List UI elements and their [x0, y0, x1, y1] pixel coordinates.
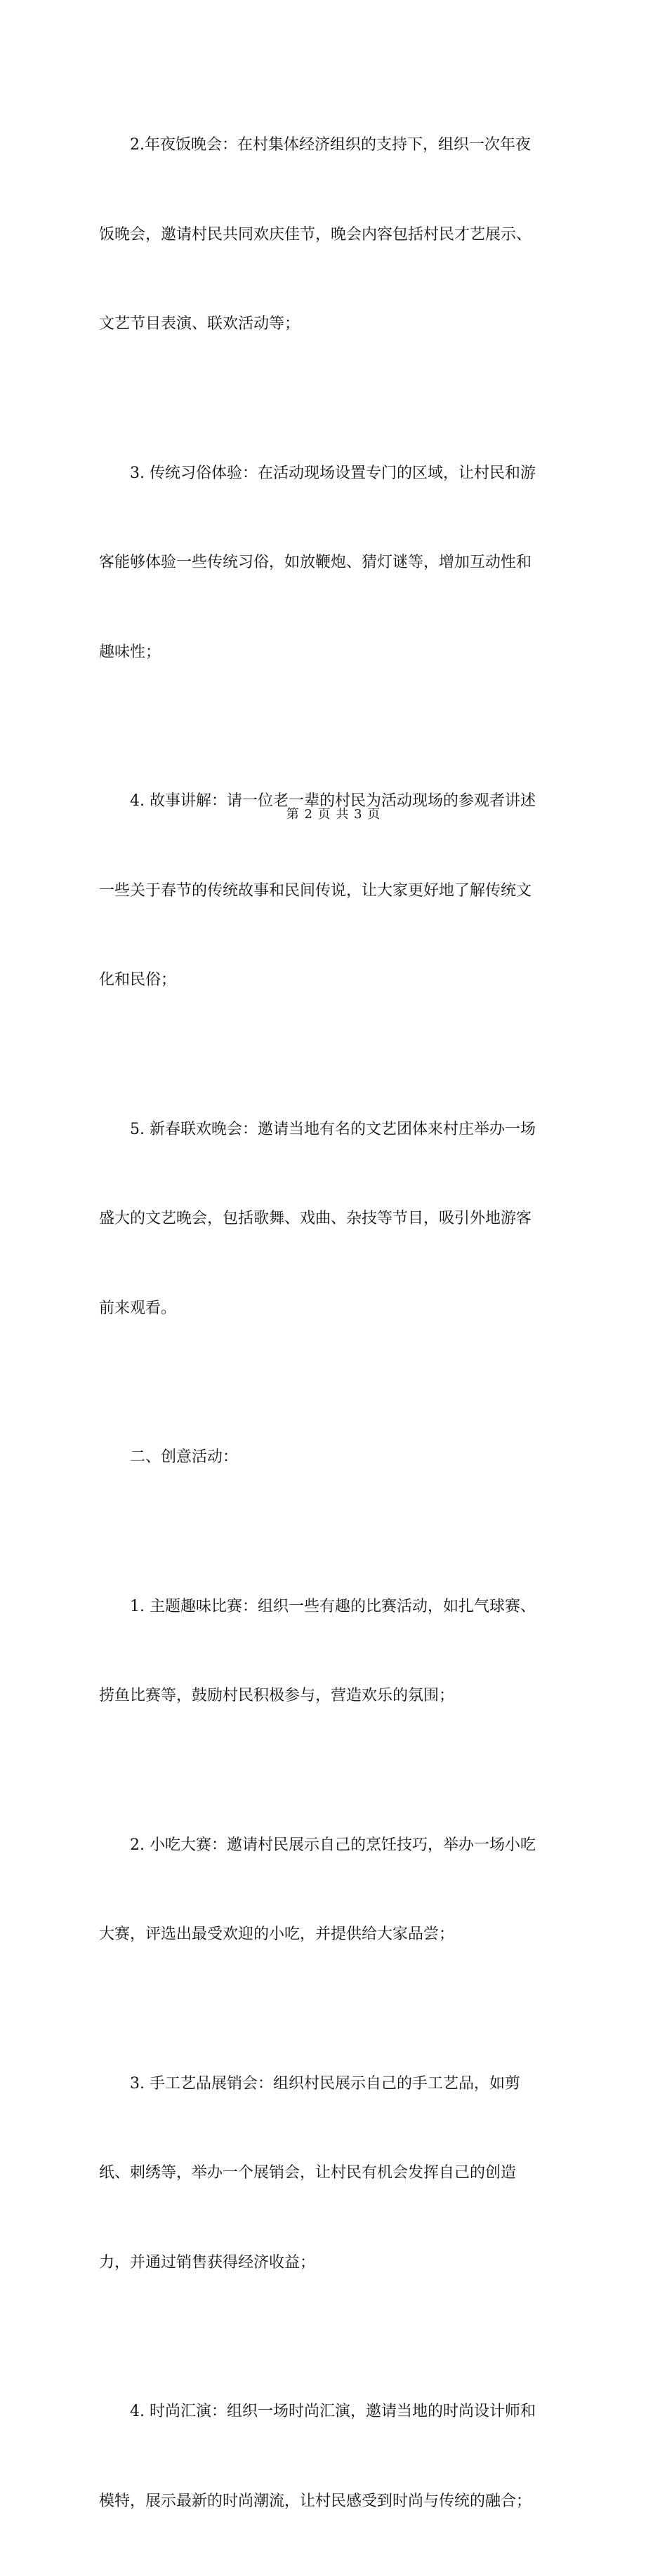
- text-line: 二、创意活动：: [130, 1448, 239, 1466]
- text-line: 3. 传统习俗体验：在活动现场设置专门的区域，让村民和游: [130, 464, 536, 482]
- page-number-footer: 第 2 页 共 3 页: [286, 807, 381, 822]
- text-line: 文艺节目表演、联欢活动等；: [99, 315, 301, 333]
- text-line: 模特，展示最新的时尚潮流，让村民感受到时尚与传统的融合；: [99, 2492, 532, 2510]
- text-line: 一些关于春节的传统故事和民间传说，让大家更好地了解传统文: [99, 881, 532, 900]
- text-line: 大赛，评选出最受欢迎的小吃，并提供给大家品尝；: [99, 1926, 455, 1943]
- text-line: 饭晚会，邀请村民共同欢庆佳节，晚会内容包括村民才艺展示、: [99, 225, 532, 243]
- text-line: 趣味性；: [99, 643, 161, 661]
- text-line: 化和民俗；: [99, 971, 177, 989]
- creative-item-3: [99, 2010, 573, 2338]
- text-line: 客能够体验一些传统习俗，如放鞭炮、猜灯谜等，增加互动性和: [99, 554, 532, 571]
- text-line: 捞鱼比赛等，鼓励村民积极参与，营造欢乐的氛围；: [99, 1687, 455, 1704]
- paragraph-item-5: [99, 1055, 573, 1384]
- creative-item-4: [99, 2337, 573, 2576]
- paragraph-item-3: [99, 399, 573, 728]
- text-line: 前来观看。: [99, 1299, 177, 1317]
- creative-item-1: [99, 1533, 573, 1771]
- text-line: 5. 新春联欢晚会：邀请当地有名的文艺团体来村庄举办一场: [130, 1120, 536, 1138]
- section-heading: [99, 1383, 573, 1533]
- text-line: 纸、刺绣等，举办一个展销会，让村民有机会发挥自己的创造: [99, 2164, 517, 2182]
- text-line: 1. 主题趣味比赛：组织一些有趣的比赛活动，如扎气球赛、: [130, 1597, 536, 1615]
- text-line: 2. 小吃大赛：邀请村民展示自己的烹饪技巧，举办一场小吃: [130, 1836, 536, 1854]
- creative-item-2: [99, 1771, 573, 2010]
- text-line: 4. 故事讲解：请一位老一辈的村民为活动现场的参观者讲述: [130, 792, 536, 810]
- text-line: 4. 时尚汇演：组织一场时尚汇演，邀请当地的时尚设计师和: [130, 2403, 536, 2420]
- text-line: 2.年夜饭晚会：在村集体经济组织的支持下，组织一次年夜: [130, 136, 531, 154]
- text-line: 3. 手工艺品展销会：组织村民展示自己的手工艺品，如剪: [130, 2074, 520, 2093]
- document-body: [99, 71, 573, 2576]
- paragraph-item-4: [99, 727, 573, 1055]
- paragraph-item-2: [99, 71, 573, 399]
- text-line: 盛大的文艺晚会，包括歌舞、戏曲、杂技等节目，吸引外地游客: [99, 1210, 532, 1227]
- text-line: 力，并通过销售获得经济收益；: [99, 2253, 316, 2271]
